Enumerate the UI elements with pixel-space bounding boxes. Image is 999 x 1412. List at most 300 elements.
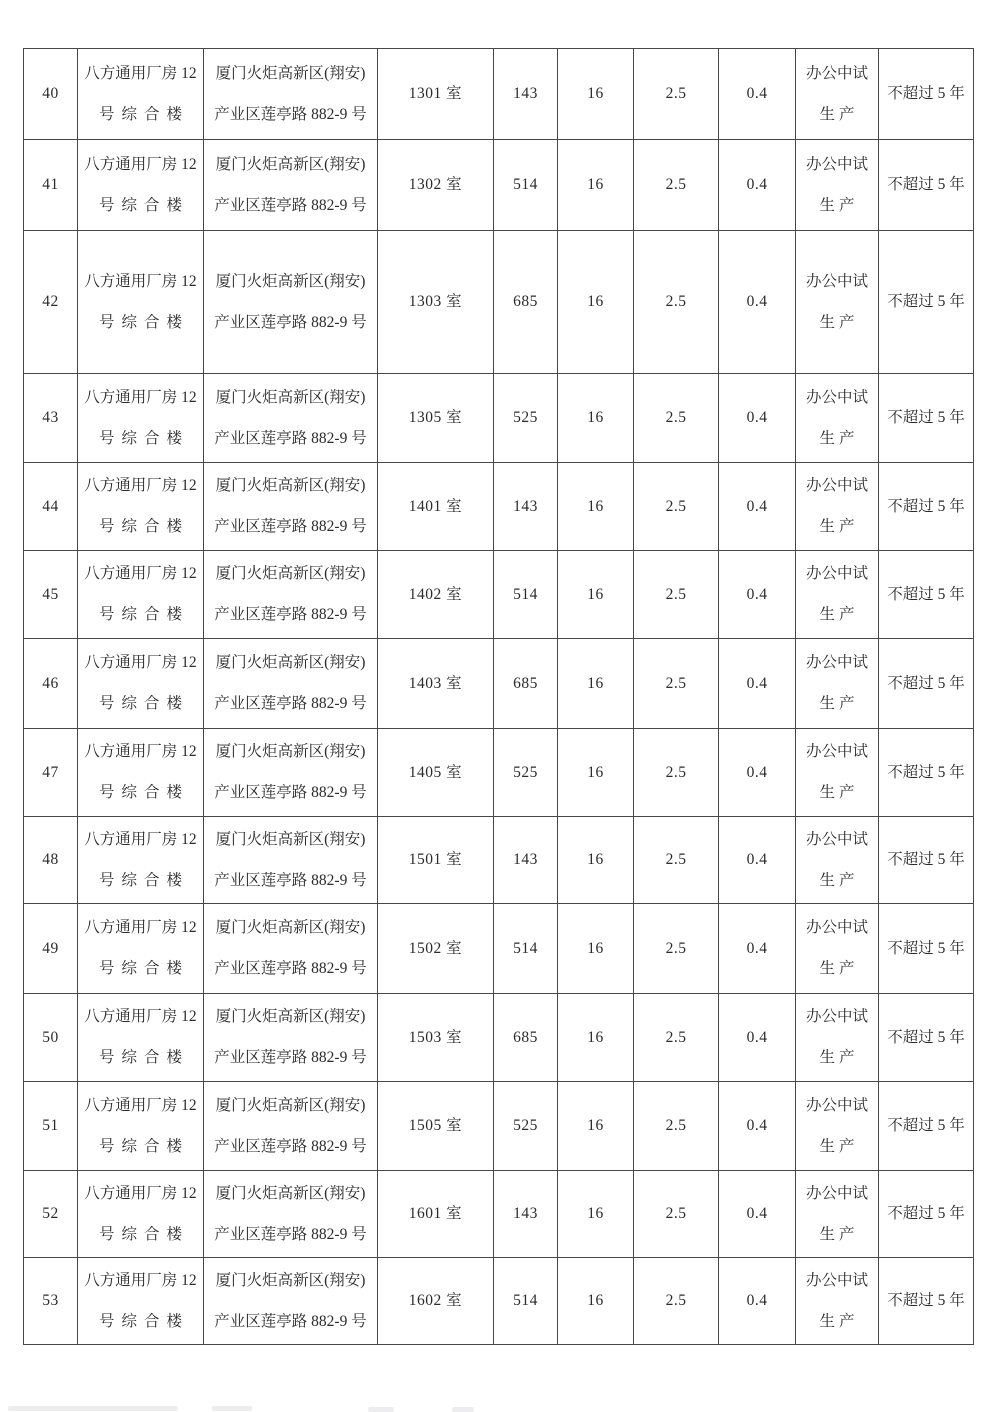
term-cell xyxy=(879,231,974,374)
table-row xyxy=(24,994,974,1082)
row-number-cell xyxy=(24,994,78,1082)
address-cell-text: 厦门火炬高新区(翔安) xyxy=(215,830,366,848)
metric3-cell xyxy=(719,1171,796,1258)
room-cell-text: 1501 室 xyxy=(408,851,463,869)
building-cell-text: 号综合楼 xyxy=(98,606,189,623)
building-cell-text: 号综合楼 xyxy=(98,105,189,123)
area-cell-text: 525 xyxy=(513,763,538,781)
metric1-cell xyxy=(558,463,634,551)
address-cell-text: 产业区莲亭路 882-9 号 xyxy=(214,429,367,447)
usage-cell xyxy=(796,1082,879,1171)
usage-cell-text: 办公中试 xyxy=(805,1096,868,1114)
building-cell xyxy=(78,639,204,729)
building-cell-text: 八方通用厂房 12 xyxy=(84,272,197,290)
scan-artifact xyxy=(8,1406,178,1411)
usage-cell xyxy=(796,463,879,551)
usage-cell-text: 生产 xyxy=(819,518,859,535)
area-cell xyxy=(494,994,558,1082)
area-cell xyxy=(494,231,558,374)
area-cell-text: 143 xyxy=(513,1205,538,1223)
building-cell-text: 八方通用厂房 12 xyxy=(84,1184,197,1202)
building-cell-text: 号综合楼 xyxy=(98,429,189,447)
scan-artifact xyxy=(368,1407,394,1412)
usage-cell-text: 生产 xyxy=(819,960,859,977)
building-cell xyxy=(78,231,204,374)
metric2-cell-text: 2.5 xyxy=(665,1028,687,1046)
lease-table xyxy=(23,48,974,1345)
metric1-cell xyxy=(558,49,634,140)
term-cell-text: 不超过 5 年 xyxy=(887,674,965,692)
building-cell-text: 八方通用厂房 12 xyxy=(84,919,197,937)
metric2-cell xyxy=(634,49,719,140)
address-cell xyxy=(204,904,378,994)
metric1-cell-text: 16 xyxy=(587,1205,604,1223)
building-cell xyxy=(78,1082,204,1171)
building-cell xyxy=(78,1258,204,1345)
address-cell xyxy=(204,1082,378,1171)
term-cell-text: 不超过 5 年 xyxy=(887,939,965,957)
table-body xyxy=(24,49,974,1345)
metric2-cell-text: 2.5 xyxy=(665,1117,687,1135)
metric3-cell-text: 0.4 xyxy=(746,1292,768,1310)
metric3-cell xyxy=(719,729,796,817)
building-cell-text: 八方通用厂房 12 xyxy=(84,155,197,173)
building-cell-text: 号综合楼 xyxy=(98,1225,189,1243)
building-cell-text: 号综合楼 xyxy=(98,1137,189,1155)
area-cell-text: 514 xyxy=(513,585,538,603)
address-cell-text: 厦门火炬高新区(翔安) xyxy=(215,1271,366,1289)
building-cell-text: 号综合楼 xyxy=(98,695,189,712)
area-cell xyxy=(494,374,558,463)
metric3-cell xyxy=(719,49,796,140)
address-cell-text: 产业区莲亭路 882-9 号 xyxy=(214,695,367,712)
term-cell-text: 不超过 5 年 xyxy=(887,1292,965,1310)
address-cell-text: 厦门火炬高新区(翔安) xyxy=(215,654,366,672)
metric2-cell-text: 2.5 xyxy=(665,293,687,311)
table-row xyxy=(24,140,974,231)
row-number-cell-text: 50 xyxy=(42,1028,59,1046)
term-cell-text: 不超过 5 年 xyxy=(887,1117,965,1135)
metric2-cell-text: 2.5 xyxy=(665,585,687,603)
row-number-cell xyxy=(24,140,78,231)
room-cell-text: 1602 室 xyxy=(408,1292,463,1310)
address-cell xyxy=(204,729,378,817)
metric3-cell-text: 0.4 xyxy=(746,293,768,311)
building-cell xyxy=(78,49,204,140)
address-cell-text: 厦门火炬高新区(翔安) xyxy=(215,388,366,406)
building-cell-text: 八方通用厂房 12 xyxy=(84,64,197,82)
metric1-cell-text: 16 xyxy=(587,1028,604,1046)
usage-cell-text: 生产 xyxy=(819,784,859,801)
building-cell xyxy=(78,817,204,904)
term-cell xyxy=(879,817,974,904)
metric3-cell-text: 0.4 xyxy=(746,763,768,781)
usage-cell xyxy=(796,374,879,463)
address-cell-text: 产业区莲亭路 882-9 号 xyxy=(214,1049,367,1066)
metric2-cell xyxy=(634,374,719,463)
building-cell-text: 号综合楼 xyxy=(98,1049,189,1066)
address-cell-text: 产业区莲亭路 882-9 号 xyxy=(214,196,367,214)
metric3-cell-text: 0.4 xyxy=(746,1028,768,1046)
usage-cell-text: 办公中试 xyxy=(805,654,868,672)
metric2-cell xyxy=(634,639,719,729)
metric1-cell-text: 16 xyxy=(587,674,604,692)
area-cell xyxy=(494,551,558,639)
term-cell-text: 不超过 5 年 xyxy=(887,85,965,103)
address-cell-text: 产业区莲亭路 882-9 号 xyxy=(214,1312,367,1330)
room-cell xyxy=(378,817,494,904)
address-cell-text: 厦门火炬高新区(翔安) xyxy=(215,1184,366,1202)
usage-cell-text: 生产 xyxy=(819,871,859,889)
metric3-cell xyxy=(719,463,796,551)
usage-cell-text: 办公中试 xyxy=(805,388,868,406)
metric2-cell xyxy=(634,231,719,374)
metric1-cell xyxy=(558,551,634,639)
address-cell-text: 厦门火炬高新区(翔安) xyxy=(215,64,366,82)
address-cell xyxy=(204,817,378,904)
metric3-cell xyxy=(719,904,796,994)
address-cell xyxy=(204,1171,378,1258)
room-cell-text: 1601 室 xyxy=(408,1205,463,1223)
metric1-cell-text: 16 xyxy=(587,851,604,869)
row-number-cell-text: 41 xyxy=(42,176,59,194)
term-cell-text: 不超过 5 年 xyxy=(887,497,965,515)
table-row xyxy=(24,729,974,817)
metric2-cell-text: 2.5 xyxy=(665,497,687,515)
usage-cell-text: 生产 xyxy=(819,313,859,331)
area-cell xyxy=(494,1258,558,1345)
row-number-cell xyxy=(24,463,78,551)
building-cell xyxy=(78,140,204,231)
row-number-cell-text: 49 xyxy=(42,939,59,957)
address-cell-text: 产业区莲亭路 882-9 号 xyxy=(214,518,367,535)
metric3-cell-text: 0.4 xyxy=(746,409,768,427)
metric1-cell xyxy=(558,817,634,904)
metric3-cell xyxy=(719,374,796,463)
address-cell-text: 产业区莲亭路 882-9 号 xyxy=(214,313,367,331)
row-number-cell xyxy=(24,729,78,817)
metric1-cell xyxy=(558,994,634,1082)
metric2-cell xyxy=(634,994,719,1082)
room-cell-text: 1401 室 xyxy=(408,497,463,515)
row-number-cell xyxy=(24,49,78,140)
address-cell-text: 厦门火炬高新区(翔安) xyxy=(215,272,366,290)
address-cell-text: 厦门火炬高新区(翔安) xyxy=(215,1096,366,1114)
room-cell-text: 1301 室 xyxy=(408,85,463,103)
metric2-cell-text: 2.5 xyxy=(665,939,687,957)
term-cell xyxy=(879,1082,974,1171)
table-row xyxy=(24,231,974,374)
usage-cell xyxy=(796,994,879,1082)
usage-cell xyxy=(796,140,879,231)
room-cell-text: 1505 室 xyxy=(408,1117,463,1135)
metric1-cell xyxy=(558,1258,634,1345)
address-cell-text: 厦门火炬高新区(翔安) xyxy=(215,155,366,173)
metric3-cell-text: 0.4 xyxy=(746,85,768,103)
room-cell xyxy=(378,551,494,639)
table-row xyxy=(24,49,974,140)
area-cell xyxy=(494,729,558,817)
address-cell-text: 产业区莲亭路 882-9 号 xyxy=(214,1137,367,1155)
usage-cell-text: 办公中试 xyxy=(805,919,868,937)
address-cell-text: 厦门火炬高新区(翔安) xyxy=(215,743,366,761)
metric3-cell xyxy=(719,1082,796,1171)
address-cell-text: 厦门火炬高新区(翔安) xyxy=(215,565,366,583)
building-cell-text: 八方通用厂房 12 xyxy=(84,1008,197,1026)
metric3-cell-text: 0.4 xyxy=(746,176,768,194)
metric1-cell-text: 16 xyxy=(587,763,604,781)
room-cell-text: 1503 室 xyxy=(408,1028,463,1046)
room-cell xyxy=(378,729,494,817)
building-cell-text: 八方通用厂房 12 xyxy=(84,565,197,583)
address-cell-text: 产业区莲亭路 882-9 号 xyxy=(214,871,367,889)
metric1-cell xyxy=(558,231,634,374)
room-cell xyxy=(378,231,494,374)
address-cell xyxy=(204,374,378,463)
scan-artifact xyxy=(212,1406,252,1411)
metric2-cell xyxy=(634,551,719,639)
address-cell xyxy=(204,994,378,1082)
row-number-cell-text: 42 xyxy=(42,293,59,311)
metric3-cell-text: 0.4 xyxy=(746,497,768,515)
usage-cell xyxy=(796,49,879,140)
address-cell xyxy=(204,463,378,551)
area-cell-text: 525 xyxy=(513,1117,538,1135)
room-cell xyxy=(378,1171,494,1258)
room-cell xyxy=(378,1258,494,1345)
metric1-cell-text: 16 xyxy=(587,497,604,515)
area-cell-text: 143 xyxy=(513,851,538,869)
row-number-cell-text: 48 xyxy=(42,851,59,869)
room-cell-text: 1502 室 xyxy=(408,939,463,957)
building-cell-text: 八方通用厂房 12 xyxy=(84,654,197,672)
row-number-cell xyxy=(24,1258,78,1345)
metric3-cell xyxy=(719,639,796,729)
row-number-cell-text: 45 xyxy=(42,585,59,603)
metric3-cell-text: 0.4 xyxy=(746,674,768,692)
row-number-cell xyxy=(24,231,78,374)
usage-cell-text: 办公中试 xyxy=(805,477,868,495)
building-cell-text: 八方通用厂房 12 xyxy=(84,830,197,848)
building-cell-text: 号综合楼 xyxy=(98,196,189,214)
row-number-cell-text: 51 xyxy=(42,1117,59,1135)
term-cell xyxy=(879,994,974,1082)
term-cell xyxy=(879,729,974,817)
usage-cell-text: 办公中试 xyxy=(805,155,868,173)
row-number-cell-text: 52 xyxy=(42,1205,59,1223)
table-row xyxy=(24,817,974,904)
table-row xyxy=(24,463,974,551)
usage-cell xyxy=(796,639,879,729)
term-cell-text: 不超过 5 年 xyxy=(887,293,965,311)
table-row xyxy=(24,374,974,463)
area-cell xyxy=(494,639,558,729)
usage-cell-text: 办公中试 xyxy=(805,1184,868,1202)
area-cell-text: 514 xyxy=(513,176,538,194)
building-cell-text: 八方通用厂房 12 xyxy=(84,477,197,495)
area-cell-text: 685 xyxy=(513,674,538,692)
metric3-cell xyxy=(719,231,796,374)
address-cell-text: 厦门火炬高新区(翔安) xyxy=(215,477,366,495)
metric1-cell xyxy=(558,374,634,463)
building-cell-text: 八方通用厂房 12 xyxy=(84,743,197,761)
usage-cell xyxy=(796,729,879,817)
building-cell-text: 号综合楼 xyxy=(98,1312,189,1330)
row-number-cell-text: 46 xyxy=(42,674,59,692)
room-cell xyxy=(378,374,494,463)
usage-cell-text: 办公中试 xyxy=(805,565,868,583)
row-number-cell-text: 43 xyxy=(42,409,59,427)
area-cell xyxy=(494,140,558,231)
usage-cell-text: 生产 xyxy=(819,1137,859,1155)
address-cell xyxy=(204,140,378,231)
area-cell xyxy=(494,817,558,904)
metric2-cell xyxy=(634,1258,719,1345)
metric2-cell-text: 2.5 xyxy=(665,674,687,692)
metric1-cell-text: 16 xyxy=(587,85,604,103)
row-number-cell-text: 44 xyxy=(42,497,59,515)
address-cell-text: 产业区莲亭路 882-9 号 xyxy=(214,606,367,623)
building-cell-text: 号综合楼 xyxy=(98,518,189,535)
metric3-cell xyxy=(719,994,796,1082)
term-cell-text: 不超过 5 年 xyxy=(887,851,965,869)
metric2-cell-text: 2.5 xyxy=(665,763,687,781)
building-cell-text: 号综合楼 xyxy=(98,871,189,889)
address-cell xyxy=(204,1258,378,1345)
metric1-cell-text: 16 xyxy=(587,1117,604,1135)
usage-cell-text: 办公中试 xyxy=(805,830,868,848)
metric1-cell xyxy=(558,639,634,729)
room-cell-text: 1402 室 xyxy=(408,585,463,603)
usage-cell-text: 生产 xyxy=(819,196,859,214)
metric1-cell-text: 16 xyxy=(587,409,604,427)
metric2-cell xyxy=(634,1171,719,1258)
scan-artifact xyxy=(452,1407,474,1412)
table-row xyxy=(24,904,974,994)
metric2-cell-text: 2.5 xyxy=(665,1292,687,1310)
room-cell-text: 1302 室 xyxy=(408,176,463,194)
area-cell-text: 514 xyxy=(513,939,538,957)
building-cell xyxy=(78,729,204,817)
building-cell xyxy=(78,551,204,639)
metric3-cell-text: 0.4 xyxy=(746,851,768,869)
usage-cell-text: 办公中试 xyxy=(805,743,868,761)
room-cell xyxy=(378,994,494,1082)
term-cell xyxy=(879,639,974,729)
metric1-cell xyxy=(558,1171,634,1258)
row-number-cell-text: 40 xyxy=(42,85,59,103)
building-cell xyxy=(78,374,204,463)
area-cell-text: 685 xyxy=(513,293,538,311)
usage-cell-text: 生产 xyxy=(819,1312,859,1330)
term-cell-text: 不超过 5 年 xyxy=(887,409,965,427)
building-cell xyxy=(78,463,204,551)
building-cell-text: 号综合楼 xyxy=(98,784,189,801)
address-cell xyxy=(204,49,378,140)
area-cell-text: 685 xyxy=(513,1028,538,1046)
row-number-cell-text: 53 xyxy=(42,1292,59,1310)
table-container xyxy=(23,48,974,1345)
usage-cell-text: 生产 xyxy=(819,429,859,447)
room-cell-text: 1303 室 xyxy=(408,293,463,311)
metric2-cell-text: 2.5 xyxy=(665,176,687,194)
row-number-cell xyxy=(24,1082,78,1171)
row-number-cell xyxy=(24,639,78,729)
room-cell xyxy=(378,140,494,231)
metric2-cell xyxy=(634,729,719,817)
metric1-cell-text: 16 xyxy=(587,1292,604,1310)
metric3-cell-text: 0.4 xyxy=(746,939,768,957)
area-cell xyxy=(494,49,558,140)
term-cell xyxy=(879,1171,974,1258)
usage-cell xyxy=(796,231,879,374)
address-cell-text: 产业区莲亭路 882-9 号 xyxy=(214,784,367,801)
row-number-cell xyxy=(24,817,78,904)
building-cell xyxy=(78,1171,204,1258)
address-cell xyxy=(204,551,378,639)
table-row xyxy=(24,1082,974,1171)
metric3-cell xyxy=(719,1258,796,1345)
term-cell-text: 不超过 5 年 xyxy=(887,176,965,194)
area-cell xyxy=(494,1171,558,1258)
building-cell xyxy=(78,904,204,994)
address-cell xyxy=(204,231,378,374)
term-cell xyxy=(879,463,974,551)
row-number-cell xyxy=(24,551,78,639)
usage-cell xyxy=(796,551,879,639)
row-number-cell xyxy=(24,1171,78,1258)
metric1-cell-text: 16 xyxy=(587,293,604,311)
term-cell xyxy=(879,374,974,463)
area-cell xyxy=(494,463,558,551)
metric2-cell xyxy=(634,140,719,231)
term-cell-text: 不超过 5 年 xyxy=(887,763,965,781)
usage-cell-text: 生产 xyxy=(819,695,859,712)
address-cell-text: 厦门火炬高新区(翔安) xyxy=(215,1008,366,1026)
usage-cell-text: 生产 xyxy=(819,1225,859,1243)
metric2-cell-text: 2.5 xyxy=(665,1205,687,1223)
room-cell-text: 1405 室 xyxy=(408,763,463,781)
metric2-cell xyxy=(634,1082,719,1171)
usage-cell xyxy=(796,1171,879,1258)
metric1-cell xyxy=(558,140,634,231)
building-cell-text: 号综合楼 xyxy=(98,313,189,331)
metric1-cell-text: 16 xyxy=(587,939,604,957)
room-cell xyxy=(378,463,494,551)
usage-cell-text: 办公中试 xyxy=(805,1008,868,1026)
metric3-cell-text: 0.4 xyxy=(746,585,768,603)
metric3-cell xyxy=(719,140,796,231)
metric1-cell xyxy=(558,1082,634,1171)
metric1-cell xyxy=(558,904,634,994)
usage-cell-text: 办公中试 xyxy=(805,1271,868,1289)
term-cell xyxy=(879,1258,974,1345)
room-cell xyxy=(378,904,494,994)
metric3-cell-text: 0.4 xyxy=(746,1117,768,1135)
usage-cell-text: 生产 xyxy=(819,105,859,123)
area-cell-text: 143 xyxy=(513,85,538,103)
area-cell-text: 525 xyxy=(513,409,538,427)
metric2-cell xyxy=(634,463,719,551)
area-cell xyxy=(494,904,558,994)
table-row xyxy=(24,1171,974,1258)
term-cell xyxy=(879,904,974,994)
room-cell-text: 1305 室 xyxy=(408,409,463,427)
term-cell xyxy=(879,551,974,639)
usage-cell xyxy=(796,904,879,994)
metric1-cell-text: 16 xyxy=(587,585,604,603)
usage-cell-text: 办公中试 xyxy=(805,272,868,290)
